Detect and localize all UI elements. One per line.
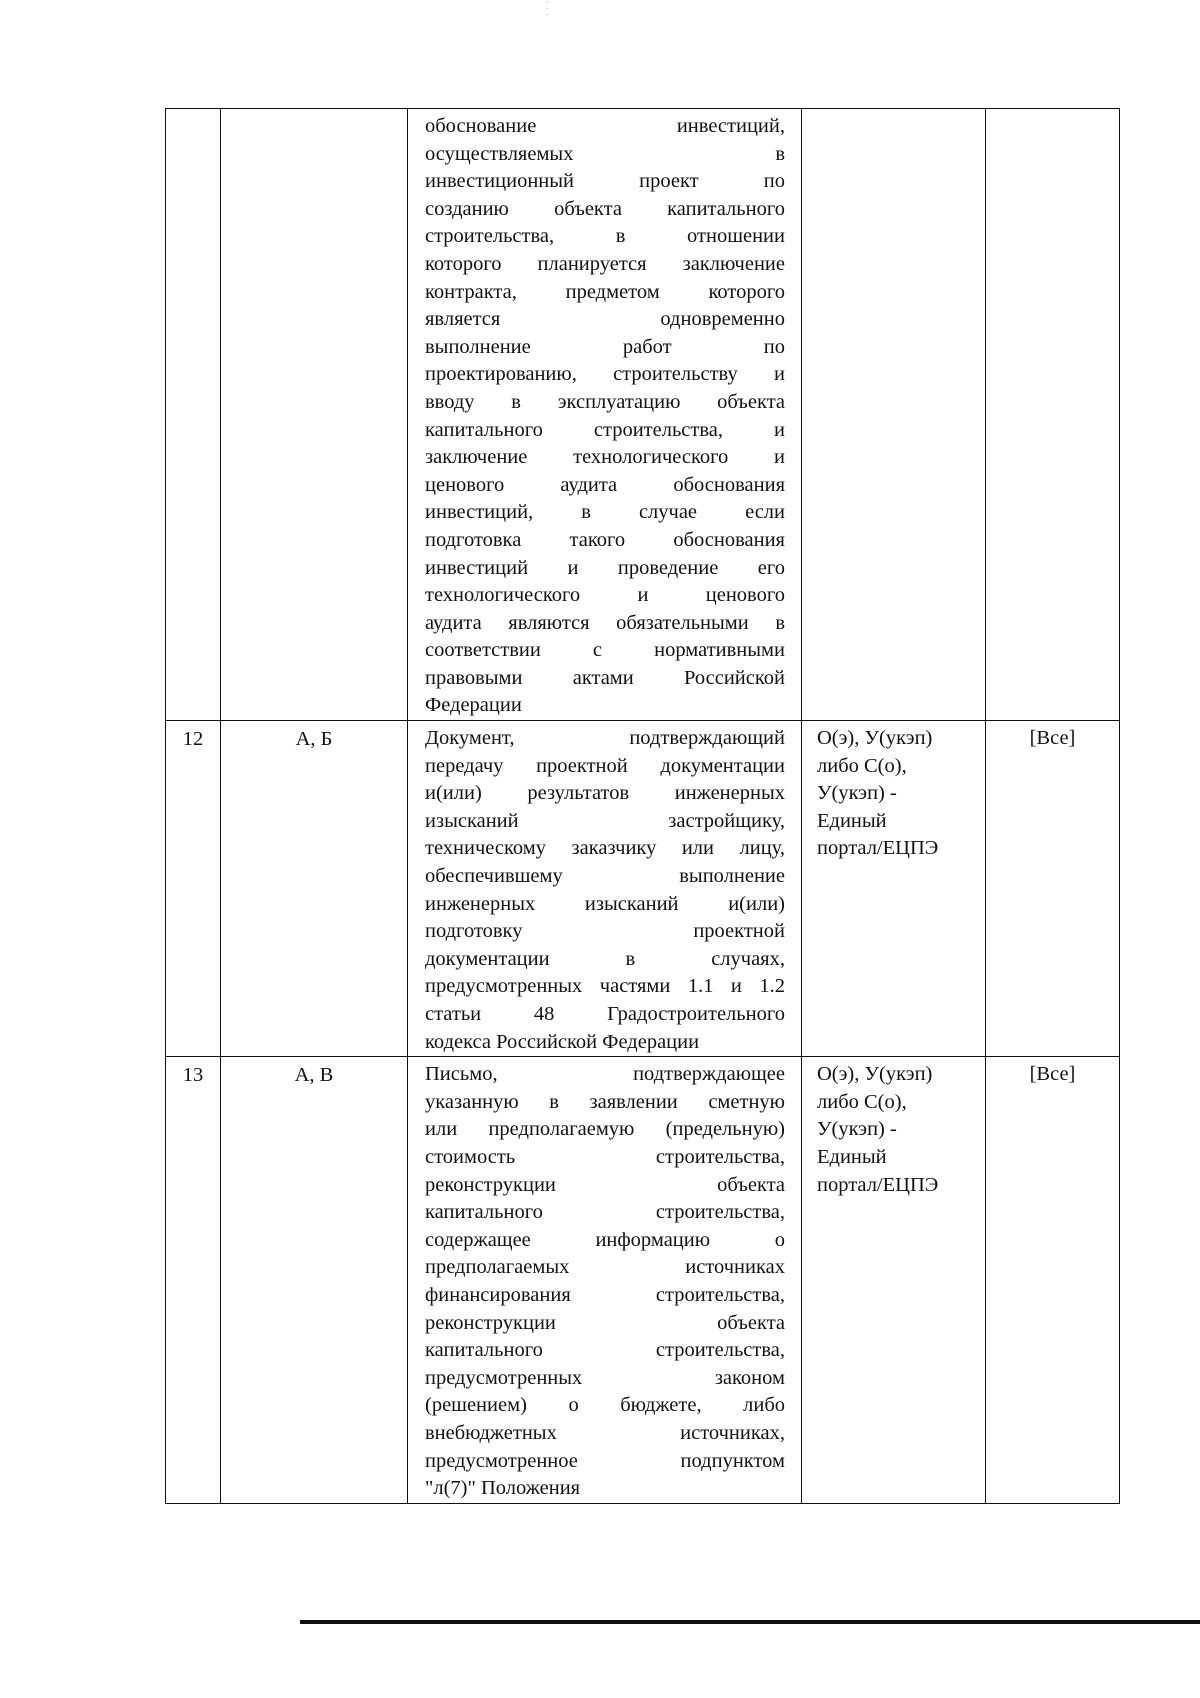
description-line: подготовку проектной xyxy=(425,920,785,943)
description-line: (решением) о бюджете, либо xyxy=(425,1394,785,1417)
description-line: строительства, в отношении xyxy=(425,225,785,248)
description-line: финансирования строительства, xyxy=(425,1283,785,1306)
row-scope xyxy=(986,109,1120,721)
row-submission-form xyxy=(802,721,986,1057)
description-line: "л(7)" Положения xyxy=(425,1477,581,1500)
row-description xyxy=(408,109,802,721)
bottom-rule xyxy=(300,1620,1200,1624)
form-line: портал/ЕЦПЭ xyxy=(817,1173,939,1196)
description-line: осуществляемых в xyxy=(425,142,785,165)
description-line: Федерации xyxy=(425,694,522,717)
form-line: либо С(о), xyxy=(817,1090,907,1113)
description-line: капитального строительства, xyxy=(425,1201,785,1224)
description-line: соответствии с нормативными xyxy=(425,639,785,662)
description-line: стоимость строительства, xyxy=(425,1145,785,1168)
description-line: указанную в заявлении сметную xyxy=(425,1090,785,1113)
description-line: инвестиционный проект по xyxy=(425,170,785,193)
description-line: реконструкции объекта xyxy=(425,1173,785,1196)
row-scope: [Все] xyxy=(986,1057,1120,1504)
description-line: предусмотренных законом xyxy=(425,1366,785,1389)
description-line: проектированию, строительству и xyxy=(425,363,785,386)
description-line: и(или) результатов инженерных xyxy=(425,782,785,805)
description-line: аудита являются обязательными в xyxy=(425,611,785,634)
description-line: инвестиций, в случае если xyxy=(425,501,785,524)
row-number xyxy=(166,109,221,721)
form-line: Единый xyxy=(817,1145,887,1168)
description-line: или предполагаемую (предельную) xyxy=(425,1118,785,1141)
table-row xyxy=(166,1057,1120,1504)
table-row xyxy=(166,721,1120,1057)
description-line: Документ, подтверждающий xyxy=(425,727,785,750)
description-line: техническому заказчику или лицу, xyxy=(425,837,785,860)
form-line: либо С(о), xyxy=(817,754,907,777)
description-line: Письмо, подтверждающее xyxy=(425,1063,785,1086)
description-line: капитального строительства, xyxy=(425,1339,785,1362)
description-line: внебюджетных источниках, xyxy=(425,1421,785,1444)
form-line: У(укэп) - xyxy=(817,782,897,805)
description-line: обоснование инвестиций, xyxy=(425,115,785,137)
form-line: портал/ЕЦПЭ xyxy=(817,837,939,860)
description-line: документации в случаях, xyxy=(425,947,785,970)
description-line: контракта, предметом которого xyxy=(425,280,785,303)
description-line: подготовка такого обоснования xyxy=(425,528,785,551)
description-line: правовыми актами Российской xyxy=(425,666,785,689)
description-line: предусмотренных частями 1.1 и 1.2 xyxy=(425,975,785,998)
description-line: капитального строительства, и xyxy=(425,418,785,441)
description-line: содержащее информацию о xyxy=(425,1228,785,1251)
row-scope: [Все] xyxy=(986,721,1120,1057)
form-line: Единый xyxy=(817,809,887,832)
description-line: передачу проектной документации xyxy=(425,754,785,777)
table-row xyxy=(166,109,1120,721)
description-line: ценового аудита обоснования xyxy=(425,473,785,496)
description-line: предполагаемых источниках xyxy=(425,1256,785,1279)
row-groups xyxy=(221,109,408,721)
description-line: изысканий застройщику, xyxy=(425,809,785,832)
description-line: обеспечившему выполнение xyxy=(425,865,785,888)
description-line: реконструкции объекта xyxy=(425,1311,785,1334)
description-line: является одновременно xyxy=(425,308,785,331)
description-line: выполнение работ по xyxy=(425,335,785,358)
requirements-table xyxy=(165,108,1120,1504)
description-line: технологического и ценового xyxy=(425,584,785,607)
description-line: вводу в эксплуатацию объекта xyxy=(425,390,785,413)
row-description xyxy=(408,721,802,1057)
row-groups: А, В xyxy=(221,1057,408,1504)
scan-artifact: · · · xyxy=(545,0,549,19)
row-number: 12 xyxy=(166,721,221,1057)
description-line: созданию объекта капитального xyxy=(425,197,785,220)
row-number: 13 xyxy=(166,1057,221,1504)
row-groups: А, Б xyxy=(221,721,408,1057)
description-line: статьи 48 Градостроительного xyxy=(425,1003,785,1025)
description-line: инвестиций и проведение его xyxy=(425,556,785,579)
description-line: заключение технологического и xyxy=(425,446,785,469)
description-line: кодекса Российской Федерации xyxy=(425,1030,700,1053)
form-line: У(укэп) - xyxy=(817,1118,897,1141)
row-description xyxy=(408,1057,802,1504)
description-line: предусмотренное подпунктом xyxy=(425,1449,785,1472)
row-submission-form xyxy=(802,1057,986,1504)
form-line: О(э), У(укэп) xyxy=(817,727,933,750)
form-line: О(э), У(укэп) xyxy=(817,1063,933,1086)
description-line: которого планируется заключение xyxy=(425,252,785,275)
description-line: инженерных изысканий и(или) xyxy=(425,892,785,915)
row-submission-form xyxy=(802,109,986,721)
table-body xyxy=(166,109,1120,1504)
